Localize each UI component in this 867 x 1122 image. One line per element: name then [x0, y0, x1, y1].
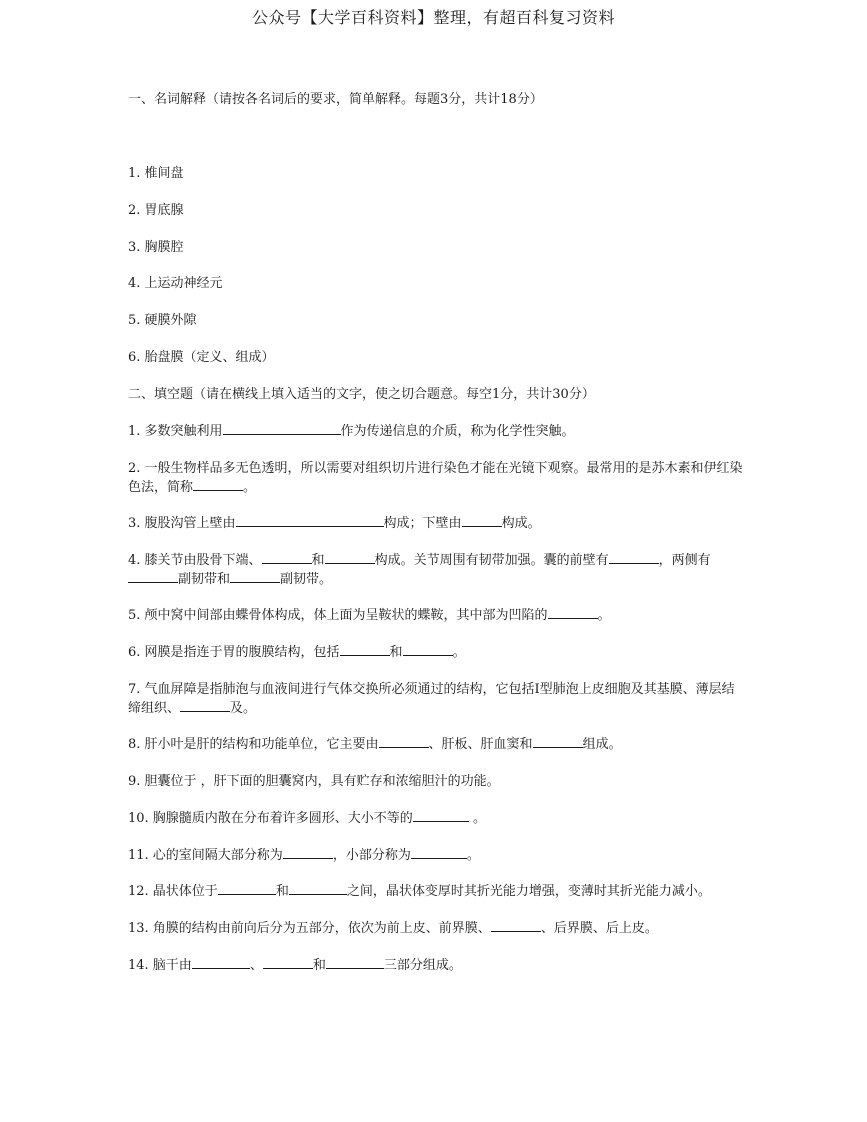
term-item-6: 6. 胎盘膜（定义、组成） — [128, 350, 275, 365]
page-header: 公众号【大学百科资料】整理，有超百科复习资料 — [251, 8, 615, 27]
answer-blank[interactable] — [223, 422, 341, 435]
term-item-4: 4. 上运动神经元 — [128, 276, 223, 291]
answer-blank[interactable] — [462, 514, 502, 527]
question-4: 4. 膝关节由股骨下端、 和 构成。关节周围有韧带加强。囊的前壁有 ，两侧有副韧带和 副韧带。 — [128, 553, 711, 587]
question-9: 9. 胆囊位于 ，肝下面的胆囊窝内，具有贮存和浓缩胆汁的功能。 — [128, 774, 500, 789]
section1-title: 一、名词解释（请按各名词后的要求，简单解释。每题3分，共计18分） — [128, 92, 543, 107]
question-6: 6. 网膜是指连于胃的腹膜结构，包括 和 。 — [128, 645, 466, 660]
term-item-1: 1. 椎间盘 — [128, 166, 184, 181]
question-14: 14. 脑干由 、 和 三部分组成。 — [128, 958, 462, 973]
answer-blank[interactable] — [403, 643, 453, 656]
question-10: 10. 胸腺髓质内散在分布着许多圆形、大小不等的 。 — [128, 811, 486, 826]
answer-blank[interactable] — [533, 735, 583, 748]
term-item-5: 5. 硬膜外隙 — [128, 313, 197, 328]
answer-blank[interactable] — [283, 846, 333, 859]
answer-blank[interactable] — [289, 882, 347, 895]
answer-blank[interactable] — [262, 551, 312, 564]
answer-blank[interactable] — [236, 514, 384, 527]
answer-blank[interactable] — [193, 478, 243, 491]
answer-blank[interactable] — [230, 570, 280, 583]
question-1: 1. 多数突触利用 作为传递信息的介质，称为化学性突触。 — [128, 424, 575, 439]
question-12: 12. 晶状体位于 和 之间，晶状体变厚时其折光能力增强，变薄时其折光能力减小。 — [128, 884, 711, 899]
term-item-2: 2. 胃底腺 — [128, 203, 184, 218]
question-5: 5. 颅中窝中间部由蝶骨体构成，体上面为呈鞍状的蝶鞍，其中部为凹陷的 。 — [128, 608, 611, 623]
answer-blank[interactable] — [413, 809, 469, 822]
question-11: 11. 心的室间隔大部分称为 ，小部分称为 。 — [128, 848, 480, 863]
question-3: 3. 腹股沟管上壁由 构成；下壁由 构成。 — [128, 516, 541, 531]
answer-blank[interactable] — [325, 551, 375, 564]
answer-blank[interactable] — [379, 735, 429, 748]
question-13: 13. 角膜的结构由前向后分为五部分，依次为前上皮、前界膜、 、后界膜、后上皮。 — [128, 921, 658, 936]
answer-blank[interactable] — [340, 643, 390, 656]
answer-blank[interactable] — [128, 570, 178, 583]
answer-blank[interactable] — [326, 956, 384, 969]
question-7: 7. 气血屏障是指肺泡与血液间进行气体交换所必须通过的结构，它包括I型肺泡上皮细胞及其基膜、薄层结缔组织、 及。 — [128, 682, 735, 716]
question-2: 2. 一般生物样品多无色透明，所以需要对组织切片进行染色才能在光镜下观察。最常用的是苏木素和伊红染色法，简称 。 — [128, 461, 743, 495]
answer-blank[interactable] — [192, 956, 250, 969]
answer-blank[interactable] — [218, 882, 276, 895]
term-item-3: 3. 胸膜腔 — [128, 240, 184, 255]
answer-blank[interactable] — [263, 956, 313, 969]
question-8: 8. 肝小叶是肝的结构和功能单位，它主要由 、肝板、肝血窦和 组成。 — [128, 737, 622, 752]
answer-blank[interactable] — [491, 919, 541, 932]
section2-title: 二、填空题（请在横线上填入适当的文字，使之切合题意。每空1分，共计30分） — [128, 387, 595, 402]
answer-blank[interactable] — [411, 846, 467, 859]
answer-blank[interactable] — [180, 699, 230, 712]
answer-blank[interactable] — [548, 606, 598, 619]
answer-blank[interactable] — [609, 551, 659, 564]
